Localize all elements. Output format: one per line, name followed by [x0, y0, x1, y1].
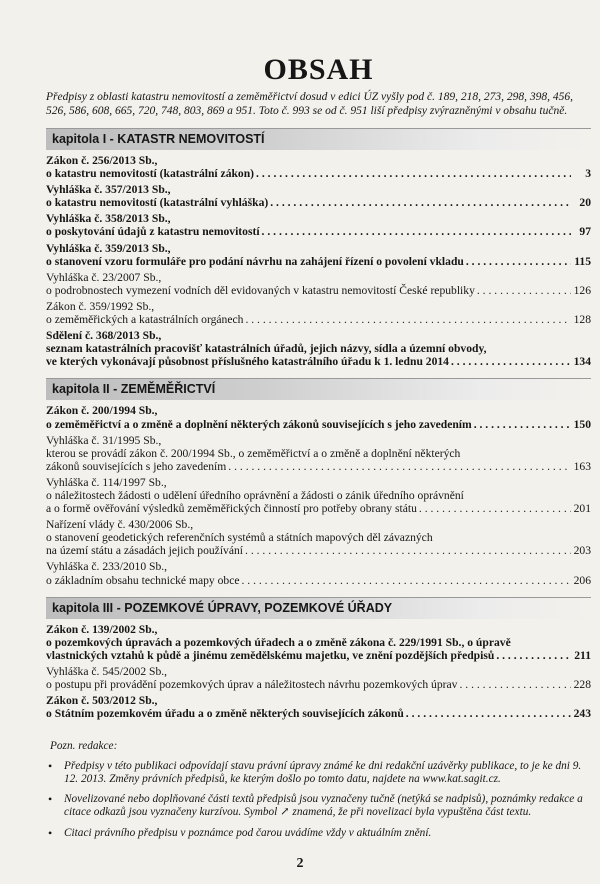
- entry-title: na území státu a zásadách jejich používání: [46, 544, 244, 558]
- entry-page-number: 126: [573, 283, 591, 297]
- toc-entry[interactable]: [46, 300, 591, 326]
- toc-entry[interactable]: [46, 560, 591, 586]
- toc-entry[interactable]: [46, 623, 591, 662]
- dot-leader: [474, 418, 571, 431]
- toc-page: [46, 0, 591, 847]
- dot-leader: [245, 313, 571, 326]
- dot-leader: [496, 649, 571, 662]
- entry-title: a o formě ověřování výsledků zeměměřických činností pro potřeby obrany státu: [46, 502, 417, 516]
- entry-title: zákonů souvisejících s jeho zavedením: [46, 459, 227, 473]
- entry-page-number: 134: [573, 355, 591, 369]
- entry-title: o postupu při provádění pozemkových úprav a náležitostech návrhu pozemkových úprav: [46, 678, 458, 691]
- page-title: OBSAH: [263, 53, 374, 86]
- chapter-entries: [46, 154, 591, 368]
- entry-title: o zeměměřických a katastrálních orgánech: [46, 313, 244, 327]
- entry-page-number: 243: [573, 707, 591, 721]
- toc-entry[interactable]: [46, 404, 591, 430]
- entry-heading: Sdělení č. 368/2013 Sb.,: [46, 329, 162, 343]
- dot-leader: [262, 225, 571, 238]
- entry-title: o základním obsahu technické mapy obce: [46, 573, 240, 587]
- dot-leader: [270, 196, 571, 209]
- intro-text: Předpisy z oblasti katastru nemovitostí a zeměměřictví dosud v edici ÚZ vyšly pod č. 189, 218, 273, 298, 398, 456, 526, 586, 608, 665, 720, 748, 803, 869 a 951. Toto č. 993 se od č. 951 liší předpisy zvýrazněnými v obsahu tučně.: [46, 91, 574, 117]
- entry-heading: Zákon č. 256/2013 Sb.,: [46, 154, 158, 167]
- toc-entry[interactable]: [46, 154, 591, 180]
- toc-entry[interactable]: [46, 665, 591, 691]
- dot-leader: [241, 574, 571, 587]
- chapter-entries: [46, 623, 591, 721]
- entry-page-number: 203: [573, 544, 591, 558]
- entry-heading: Vyhláška č. 545/2002 Sb.,: [46, 664, 168, 678]
- dot-leader: [466, 255, 571, 268]
- note-text: Předpisy v této publikaci odpovídají stavu právní úpravy známé ke dni redakční uzávěrky publikace, to je ke dni 9. 12. 2013. Změny právních předpisů, ke kterým došlo po tomto datu, najdete na www.kat.sagit.cz.: [64, 759, 582, 785]
- entry-heading: Vyhláška č. 358/2013 Sb.,: [46, 212, 171, 226]
- dot-leader: [406, 707, 571, 720]
- dot-leader: [459, 678, 571, 691]
- dot-leader: [228, 460, 571, 473]
- dot-leader: [419, 502, 571, 515]
- note-item: [46, 793, 591, 820]
- entry-heading: Vyhláška č. 23/2007 Sb.,: [46, 270, 162, 284]
- entry-heading: Vyhláška č. 357/2013 Sb.,: [46, 183, 171, 197]
- dot-leader: [477, 284, 571, 297]
- entry-title: o katastru nemovitostí (katastrální zákon): [46, 167, 255, 181]
- note-text: Citaci právního předpisu v poznámce pod čarou uvádíme vždy v aktuálním znění.: [64, 826, 432, 839]
- toc-entry[interactable]: [46, 518, 591, 557]
- chapter-heading: kapitola I - KATASTR NEMOVITOSTÍ: [46, 128, 591, 150]
- entry-heading: Zákon č. 503/2012 Sb.,: [46, 694, 158, 708]
- entry-heading: Zákon č. 359/1992 Sb.,: [46, 299, 155, 313]
- page-number: 2: [296, 856, 304, 871]
- entry-page-number: 97: [579, 225, 591, 239]
- entry-title: ve kterých vykonávají působnost příslušného katastrálního úřadu k 1. lednu 2014: [46, 355, 449, 369]
- bullet-icon: •: [48, 792, 53, 807]
- entry-heading: Zákon č. 200/1994 Sb.,: [46, 404, 158, 418]
- note-text: Novelizované nebo doplňované části textů předpisů jsou vyznačeny tučně (netýká se nadpisů), poznámky redakce a citace odkazů jsou vyznačeny kurzívou. Symbol ↗ znamená, že při novelizaci byla vypuštěna část textu.: [64, 793, 583, 819]
- dot-leader: [451, 355, 571, 368]
- entry-page-number: 211: [574, 648, 591, 662]
- notes-heading: Pozn. redakce:: [50, 740, 118, 753]
- note-item: [46, 760, 591, 787]
- bullet-icon: •: [48, 825, 53, 840]
- entry-heading: Vyhláška č. 114/1997 Sb.,: [46, 475, 167, 489]
- note-item: [46, 827, 591, 840]
- table-of-contents: [46, 128, 591, 720]
- entry-text-line: o stanovení geodetických referenčních systémů a státních mapových děl závazných: [46, 531, 433, 545]
- entry-page-number: 128: [573, 313, 591, 327]
- toc-entry[interactable]: [46, 271, 591, 297]
- entry-text-line: o náležitostech žádosti o udělení úředního oprávnění a žádosti o zánik úředního oprávnění: [46, 488, 464, 502]
- entry-title: vlastnických vztahů k půdě a jinému zemědělskému majetku, ve znění pozdějších předpisů: [46, 648, 495, 662]
- entry-text-line: kterou se provádí zákon č. 200/1994 Sb., o zeměměřictví a o změně a doplnění některých: [46, 446, 461, 460]
- chapter-heading: kapitola II - ZEMĚMĚŘICTVÍ: [46, 378, 591, 400]
- entry-page-number: 150: [573, 417, 591, 431]
- editor-notes: [46, 740, 591, 840]
- toc-entry[interactable]: [46, 434, 591, 473]
- bullet-icon: •: [48, 758, 53, 773]
- notes-list: [46, 760, 591, 840]
- entry-title: o podrobnostech vymezení vodních děl evidovaných v katastru nemovitostí České republiky: [46, 283, 475, 297]
- toc-entry[interactable]: [46, 476, 591, 515]
- dot-leader: [256, 167, 571, 180]
- entry-heading: Vyhláška č. 233/2010 Sb.,: [46, 560, 168, 574]
- entry-heading: Zákon č. 139/2002 Sb.,: [46, 622, 158, 636]
- entry-title: o stanovení vzoru formuláře pro podání návrhu na zahájení řízení o povolení vkladu: [46, 254, 464, 268]
- dot-leader: [245, 544, 571, 557]
- entry-heading: Vyhláška č. 31/1995 Sb.,: [46, 433, 162, 447]
- entry-heading: Nařízení vlády č. 430/2006 Sb.,: [46, 518, 194, 532]
- chapter-entries: [46, 404, 591, 586]
- toc-entry[interactable]: [46, 242, 591, 268]
- chapter-heading: kapitola III - POZEMKOVÉ ÚPRAVY, POZEMKOVÉ ÚŘADY: [46, 597, 591, 619]
- entry-page-number: 20: [579, 196, 591, 210]
- entry-page-number: 3: [585, 167, 591, 181]
- entry-heading: Vyhláška č. 359/2013 Sb.,: [46, 241, 171, 255]
- entry-title: o Státním pozemkovém úřadu a o změně některých souvisejících zákonů: [46, 707, 404, 721]
- entry-text-line: o pozemkových úpravách a pozemkových úřadech a o změně zákona č. 229/1991 Sb., o úpravě: [46, 635, 511, 649]
- toc-entry[interactable]: [46, 212, 591, 238]
- entry-page-number: 206: [573, 573, 591, 587]
- entry-page-number: 228: [573, 678, 591, 691]
- toc-entry[interactable]: [46, 694, 591, 720]
- entry-title: o poskytování údajů z katastru nemovitostí: [46, 225, 260, 239]
- entry-title: o zeměměřictví a o změně a doplnění některých zákonů souvisejících s jeho zavedením: [46, 417, 472, 431]
- entry-title: o katastru nemovitostí (katastrální vyhláška): [46, 196, 269, 210]
- toc-entry[interactable]: [46, 329, 591, 368]
- entry-page-number: 115: [574, 254, 591, 268]
- toc-entry[interactable]: [46, 183, 591, 209]
- entry-page-number: 201: [573, 502, 591, 516]
- entry-page-number: 163: [573, 459, 591, 473]
- entry-text-line: seznam katastrálních pracovišť katastrálních úřadů, jejich názvy, sídla a územní obvody,: [46, 342, 487, 356]
